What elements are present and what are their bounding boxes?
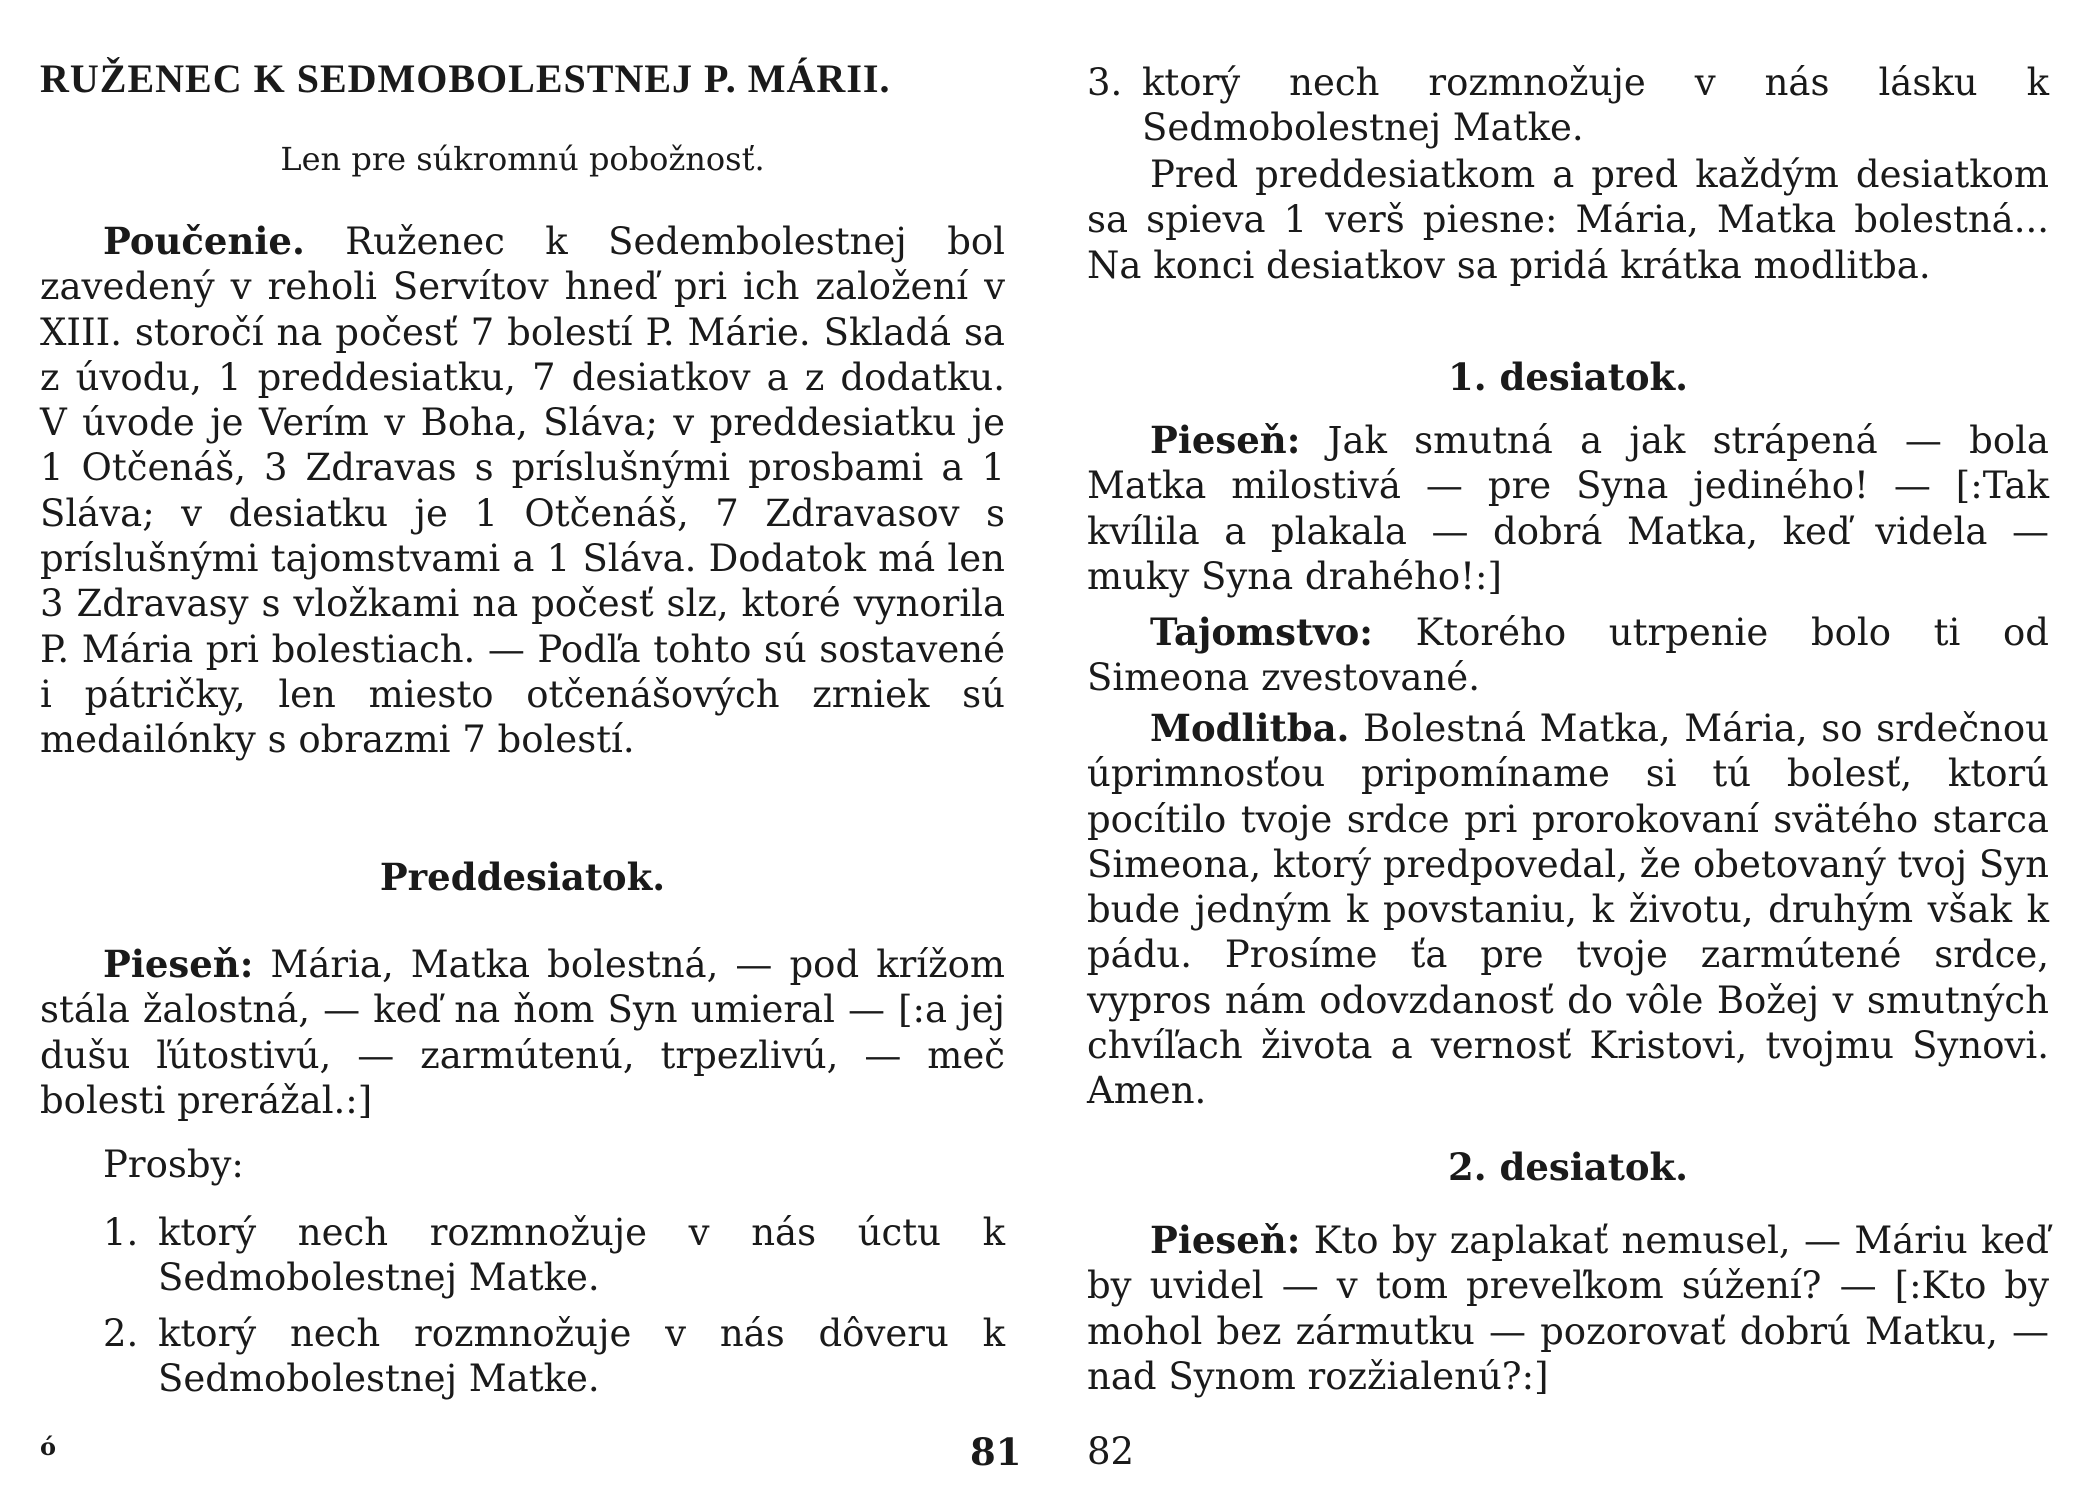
prosba-text: ktorý nech rozmnožuje v nás dôveru k Sedmobolestnej Matke. (158, 1312, 1005, 1400)
prosba-item-2 (103, 1311, 1005, 1401)
corner-mark: ó (40, 1432, 57, 1461)
page-subtitle: Len pre súkromnú pobožnosť. (280, 140, 765, 178)
page-number-left: 81 (970, 1430, 1022, 1474)
tajomstvo-label: Tajomstvo: (1150, 610, 1373, 654)
desiatok-1-heading: 1. desiatok. (1447, 355, 1689, 399)
page-number-right: 82 (1087, 1430, 1135, 1473)
preddesiatok-piesen-paragraph (40, 942, 1005, 1123)
poucenie-paragraph (40, 219, 1005, 763)
left-page (40, 0, 1022, 1500)
preddesiatok-heading: Preddesiatok. (379, 855, 666, 899)
piesen-label: Pieseň: (103, 942, 254, 986)
desiatok-1-modlitba-paragraph (1087, 706, 2049, 1114)
poucenie-text: Ruženec k Sedembolestnej bol zavedený v reholi Servítov hneď pri ich založení v XIII. storočí na počesť 7 bolestí P. Márie. Skladá sa z úvodu, 1 preddesiatku, 7 desiatkov a z dodatku. V úvode je Verím v Boha, Sláva; v preddesiatku je 1 Otčenáš, 3 Zdravas s príslušnými prosbami a 1 Sláva; v desiatku je 1 Otčenáš, 7 Zdravasov s príslušnými tajomstvami a 1 Sláva. Dodatok má len 3 Zdravasy s vložkami na počesť slz, ktoré vynorila P. Mária pri bolestiach. — Podľa tohto sú sostavené i pátričky, len miesto otčenášových zrniek sú medailónky s obrazmi 7 bolestí. (40, 220, 1005, 762)
desiatok-1-piesen-paragraph (1087, 418, 2049, 599)
prosba-text: ktorý nech rozmnožuje v nás lásku k Sedmobolestnej Matke. (1142, 61, 2049, 149)
page-title: RUŽENEC K SEDMOBOLESTNEJ P. MÁRII. (40, 56, 891, 101)
piesen-text: Mária, Matka bolestná, — pod krížom stála žalostná, — keď na ňom Syn umieral — [:a jej dušu ľútostivú, — zarmútenú, trpezlivú, — meč bolesti prerážal.:] (40, 943, 1005, 1122)
prosba-text: ktorý nech rozmnožuje v nás úctu k Sedmobolestnej Matke. (158, 1211, 1005, 1299)
prosba-number: 3. (1087, 61, 1123, 104)
desiatok-1-tajomstvo-paragraph (1087, 610, 2049, 701)
modlitba-label: Modlitba. (1150, 706, 1350, 750)
piesen-text: Kto by zaplakať nemusel, — Máriu keď by uvidel — v tom preveľkom súžení? — [:Kto by mohol bez zármutku — pozorovať dobrú Matku, — nad Synom rozžialenú?:] (1087, 1219, 2049, 1398)
prosba-item-3 (1087, 60, 2049, 150)
tajomstvo-text: Ktorého utrpenie bolo ti od Simeona zvestované. (1087, 611, 2049, 700)
piesen-label: Pieseň: (1150, 1218, 1301, 1262)
intro-paragraph: Pred preddesiatkom a pred každým desiatkom sa spieva 1 verš piesne: Mária, Matka bolestná... Na konci desiatkov sa pridá krátka modlitba. (1087, 153, 2049, 287)
prosba-item-1 (103, 1210, 1005, 1300)
piesen-text: Jak smutná a jak strápená — bola Matka milostivá — pre Syna jediného! — [:Tak kvílila a plakala — dobrá Matka, keď videla — muky Syna drahého!:] (1087, 419, 2049, 598)
prosby-label: Prosby: (103, 1143, 244, 1186)
prosba-number: 2. (103, 1312, 139, 1355)
poucenie-label: Poučenie. (103, 219, 305, 263)
desiatok-2-piesen-paragraph (1087, 1218, 2049, 1399)
right-page (1087, 0, 2049, 1500)
piesen-label: Pieseň: (1150, 418, 1301, 462)
modlitba-text: Bolestná Matka, Mária, so srdečnou úprimnosťou pripomíname si tú bolesť, ktorú pocítilo tvoje srdce pri prorokovaní svätého starca Simeona, ktorý predpovedal, že obetovaný tvoj Syn bude jedným k povstaniu, k životu, druhým však k pádu. Prosíme ťa pre tvoje zarmútené srdce, vypros nám odovzdanosť do vôle Božej v smutných chvíľach života a vernosť Kristovi, tvojmu Synovi. Amen. (1087, 707, 2049, 1113)
desiatok-2-heading: 2. desiatok. (1447, 1145, 1689, 1189)
prosba-number: 1. (103, 1211, 139, 1254)
